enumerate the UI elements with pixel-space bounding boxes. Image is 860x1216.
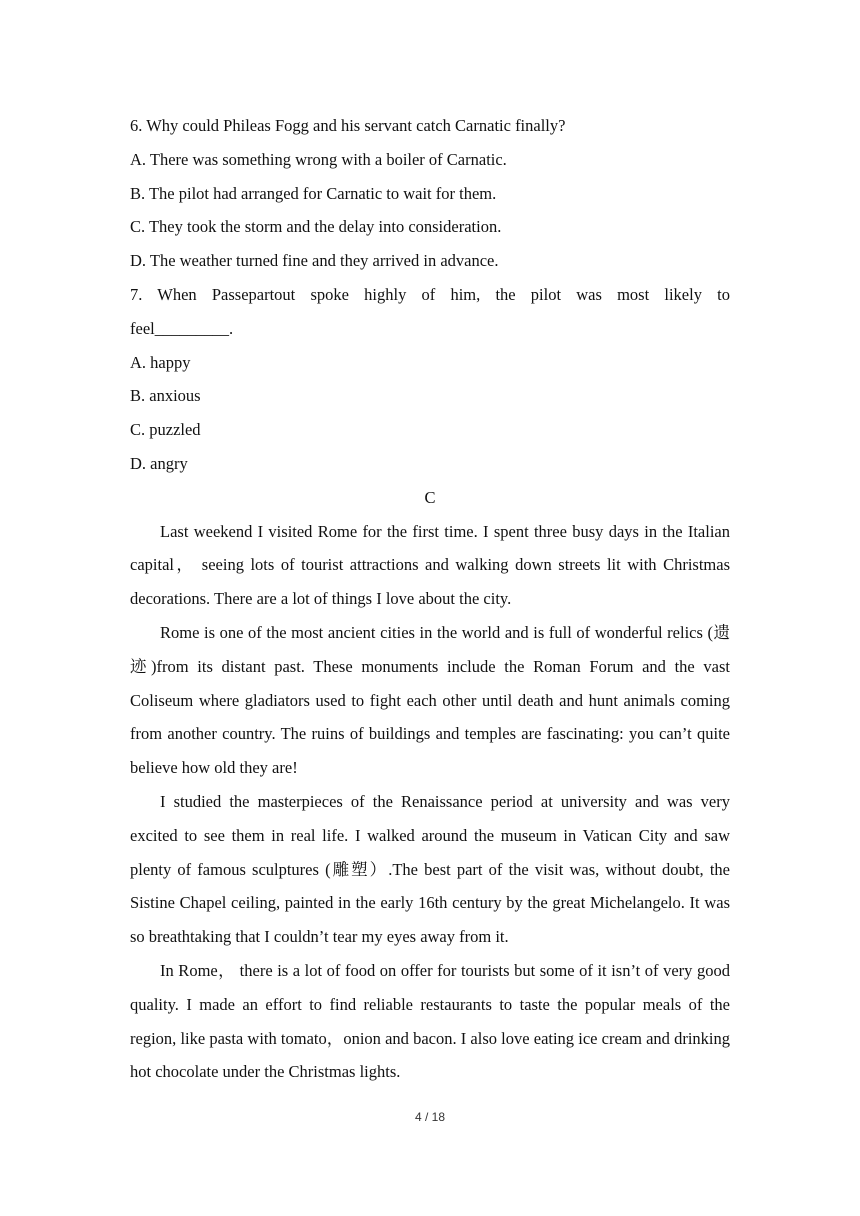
page-number: 4 / 18: [414, 1110, 446, 1124]
answer-option: D. The weather turned fine and they arrived in advance.: [130, 251, 499, 271]
question-stem: 7. When Passepartout spoke highly of him, the pilot was most likely to: [130, 284, 730, 304]
answer-option: A. happy: [130, 352, 191, 372]
reading-passage-c: [130, 481, 730, 1089]
answer-option: C. puzzled: [130, 420, 201, 440]
answer-option: B. anxious: [130, 386, 201, 406]
page-content: [130, 109, 730, 1089]
answer-option: D. angry: [130, 453, 188, 473]
passage-paragraph: Rome is one of the most ancient cities in the world and is full of wonderful relics (遗迹)from its distant past. These monuments include the Roman Forum and the vast Coliseum where gladiators used to fight each other until death and hunt animals coming from another country. The ruins of buildings and temples are fascinating: you can’t quite believe how old they are!: [130, 622, 730, 778]
question-6: [130, 109, 730, 278]
answer-option: A. There was something wrong with a boiler of Carnatic.: [130, 149, 507, 169]
question-stem-continuation: feel_________.: [130, 318, 234, 338]
question-7: [130, 278, 730, 481]
passage-paragraph: Last weekend I visited Rome for the first time. I spent three busy days in the Italian capital， seeing lots of tourist attractions and walking down streets lit with Christmas decorations. There are a lot of things I love about the city.: [130, 521, 730, 609]
passage-paragraph: I studied the masterpieces of the Renaissance period at university and was very excited to see them in real life. I walked around the museum in Vatican City and saw plenty of famous sculptures (雕塑）.The best part of the visit was, without doubt, the Sistine Chapel ceiling, painted in the early 16th century by the great Michelangelo. It was so breathtaking that I couldn’t tear my eyes away from it.: [130, 791, 730, 947]
section-title: C: [424, 487, 436, 507]
passage-paragraph: In Rome， there is a lot of food on offer for tourists but some of it isn’t of very good quality. I made an effort to find reliable restaurants to taste the popular meals of the region, like pasta with tomato，onion and bacon. I also love eating ice cream and drinking hot chocolate under the Christmas lights.: [130, 960, 730, 1082]
answer-option: C. They took the storm and the delay into consideration.: [130, 217, 502, 237]
question-stem: 6. Why could Phileas Fogg and his servant catch Carnatic finally?: [130, 116, 566, 135]
answer-option: B. The pilot had arranged for Carnatic to wait for them.: [130, 183, 497, 203]
